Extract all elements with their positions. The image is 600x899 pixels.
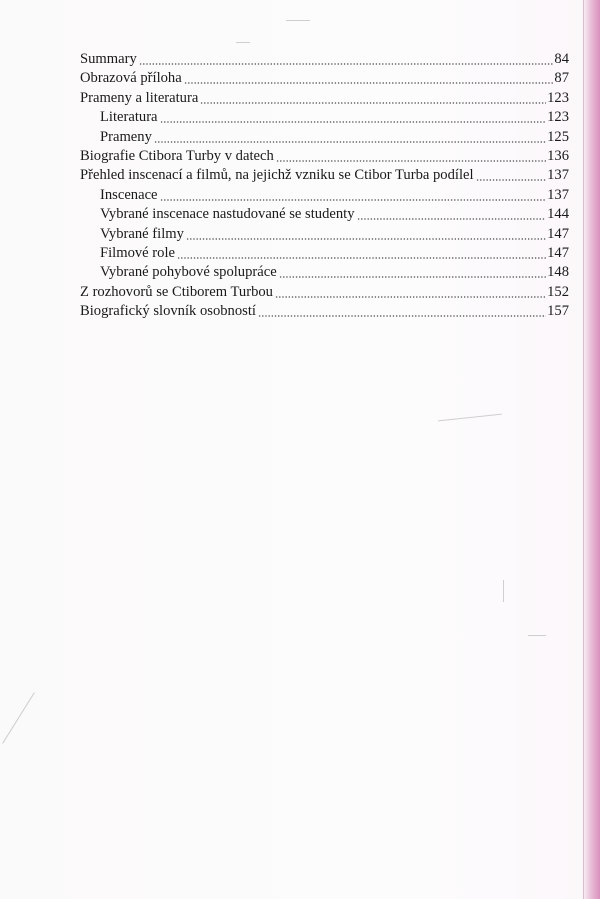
toc-entry-page-number: 157 — [547, 303, 569, 320]
toc-dot-leader — [154, 141, 546, 143]
scan-mark — [438, 414, 502, 422]
toc-entry — [80, 50, 569, 69]
toc-entry-page-number: 84 — [554, 51, 569, 67]
toc-entry — [80, 263, 569, 282]
toc-entry-page-number: 123 — [547, 109, 569, 126]
toc-dot-leader — [476, 179, 546, 181]
table-of-contents — [80, 50, 569, 321]
toc-dot-leader — [177, 257, 546, 259]
toc-entry-title: Vybrané pohybové spolupráce — [100, 264, 277, 281]
toc-entry — [80, 128, 569, 147]
toc-dot-leader — [186, 238, 546, 240]
scan-mark — [2, 692, 35, 743]
toc-entry-page-number: 144 — [547, 206, 569, 223]
toc-entry-page-number: 147 — [547, 225, 569, 242]
toc-entry-page-number: 148 — [547, 264, 569, 281]
toc-entry — [80, 108, 569, 127]
toc-entry-page-number: 123 — [547, 89, 569, 106]
toc-entry-title: Přehled inscenací a filmů, na jejichž vzniku se Ctibor Turba podílel — [80, 167, 474, 184]
toc-entry-title: Z rozhovorů se Ctiborem Turbou — [80, 283, 273, 300]
toc-entry — [80, 302, 569, 321]
toc-entry — [80, 69, 569, 88]
toc-entry-page-number: 152 — [547, 283, 569, 300]
toc-entry — [80, 225, 569, 244]
toc-entry — [80, 244, 569, 263]
toc-entry-title: Prameny a literatura — [80, 89, 199, 106]
toc-entry — [80, 89, 569, 108]
toc-entry-title: Biografický slovník osobností — [80, 303, 256, 320]
toc-entry-title: Vybrané inscenace nastudované se studenty — [100, 206, 355, 223]
toc-entry-title: Summary — [80, 51, 137, 67]
toc-entry-page-number: 125 — [547, 128, 569, 145]
toc-entry — [80, 166, 569, 185]
scan-mark — [236, 42, 250, 43]
toc-dot-leader — [258, 315, 546, 317]
toc-dot-leader — [276, 160, 546, 162]
toc-entry-page-number: 136 — [547, 147, 569, 164]
toc-dot-leader — [357, 218, 546, 220]
scan-mark — [528, 635, 546, 636]
toc-entry — [80, 283, 569, 302]
toc-entry — [80, 186, 569, 205]
toc-entry-title: Prameny — [100, 128, 152, 145]
scan-mark — [503, 580, 504, 602]
page-edge-shadow — [582, 0, 600, 899]
toc-entry-page-number: 147 — [547, 244, 569, 261]
toc-entry-page-number: 137 — [547, 167, 569, 184]
toc-dot-leader — [279, 276, 546, 278]
toc-dot-leader — [160, 199, 546, 201]
toc-entry — [80, 205, 569, 224]
toc-entry-title: Vybrané filmy — [100, 225, 184, 242]
page-edge-line — [583, 0, 584, 899]
scan-mark — [286, 20, 310, 21]
toc-dot-leader — [275, 296, 546, 298]
toc-entry-title: Inscenace — [100, 186, 158, 203]
toc-dot-leader — [184, 82, 553, 84]
toc-entry-title: Literatura — [100, 109, 158, 126]
toc-entry-title: Filmové role — [100, 244, 175, 261]
toc-entry-title: Obrazová příloha — [80, 70, 182, 87]
toc-entry — [80, 147, 569, 166]
toc-dot-leader — [200, 102, 546, 104]
toc-entry-page-number: 137 — [547, 186, 569, 203]
toc-dot-leader — [160, 121, 546, 123]
toc-entry-page-number: 87 — [554, 70, 569, 87]
toc-dot-leader — [139, 63, 553, 65]
toc-entry-title: Biografie Ctibora Turby v datech — [80, 147, 274, 164]
